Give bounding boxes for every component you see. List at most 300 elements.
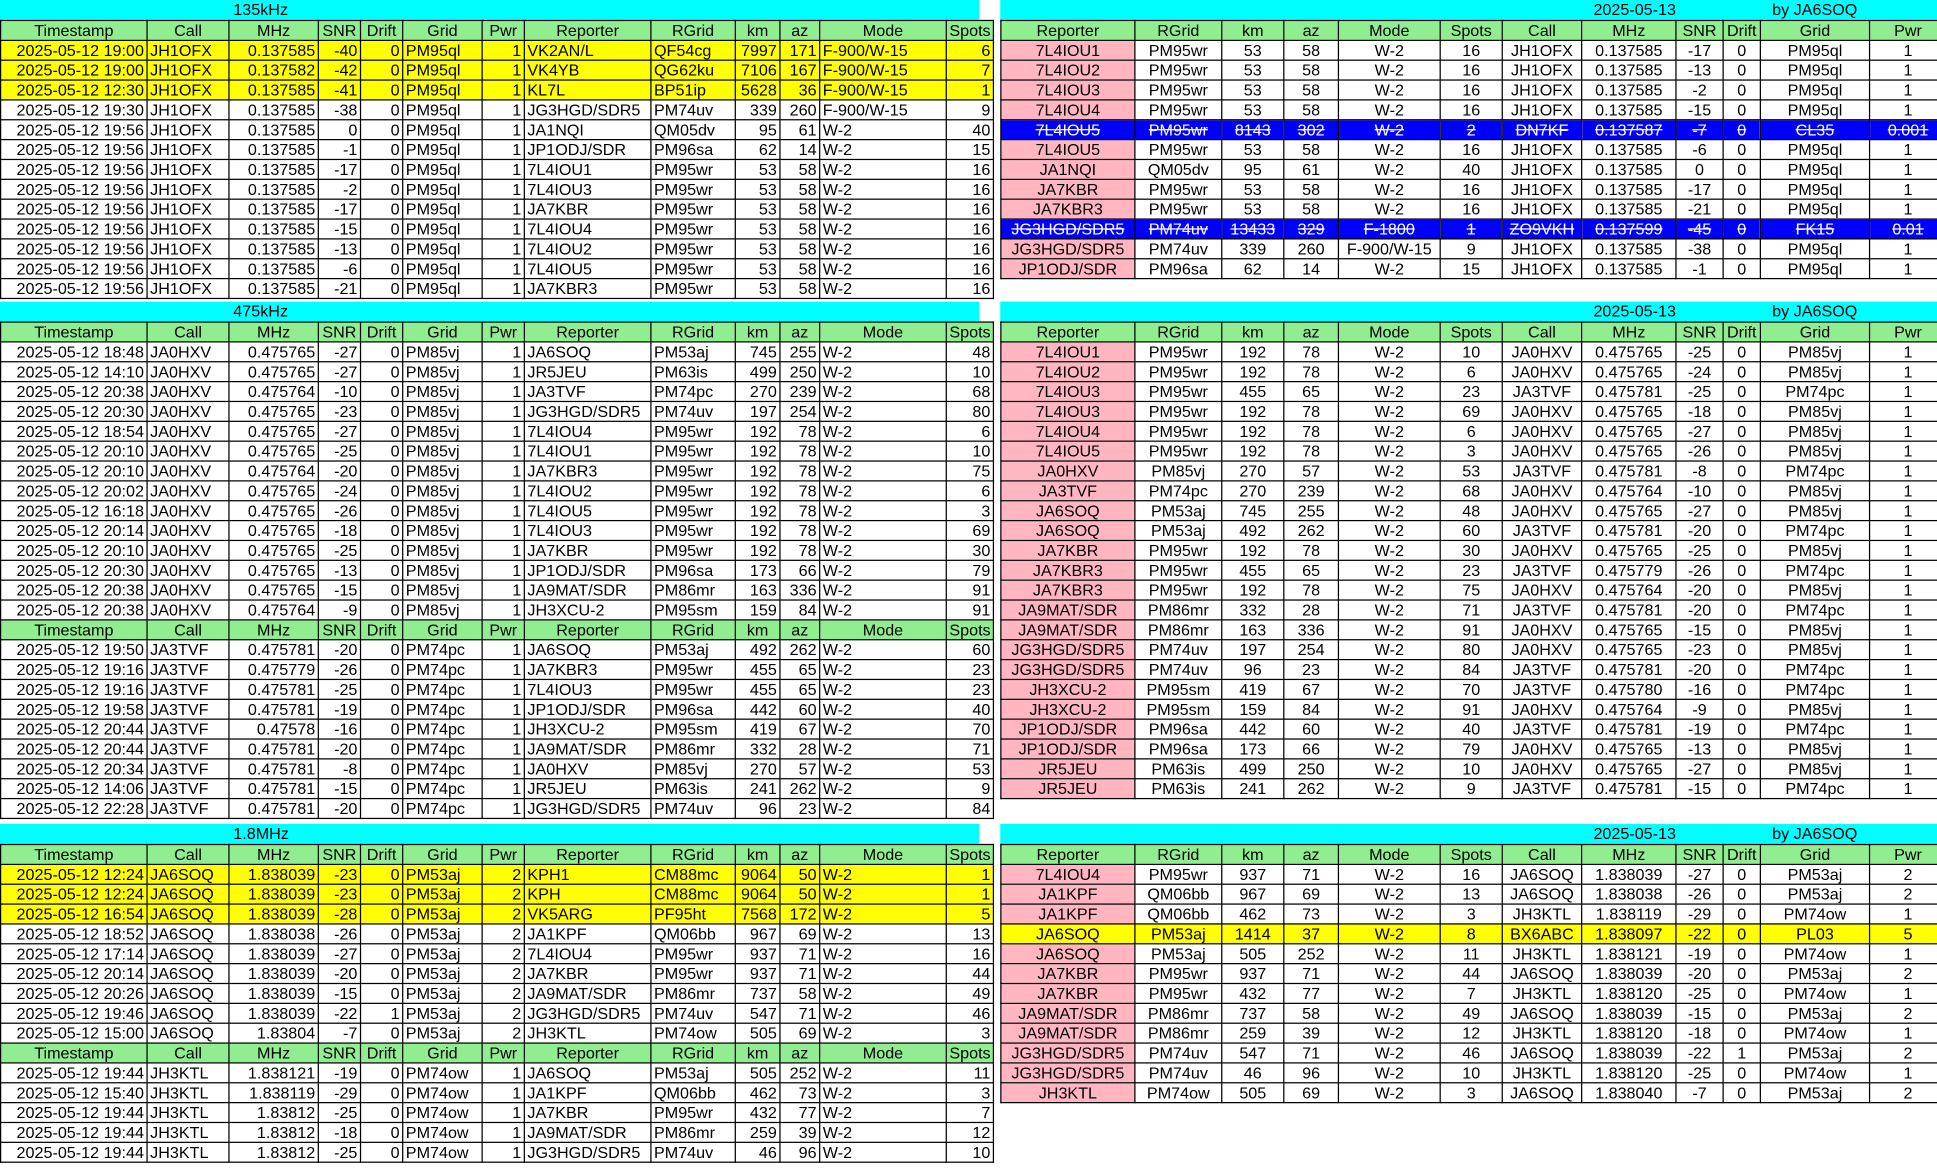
table-cell: 0.475764 [229, 381, 318, 401]
table-cell: BP51ip [651, 80, 735, 100]
table-cell: 3 [946, 1023, 993, 1043]
table-cell: 455 [1222, 381, 1284, 401]
column-header: RGrid [1135, 322, 1222, 342]
table-row [1, 239, 994, 259]
table-cell: 1 [946, 80, 993, 100]
table-cell: 255 [780, 342, 820, 362]
reporter-cell: 7L4IOU3 [1001, 401, 1135, 421]
table-cell: 0 [1723, 1023, 1760, 1043]
table-cell: JH3KTL [147, 1102, 229, 1122]
table-cell: 0 [1723, 159, 1760, 179]
table-cell: JA1KPF [524, 1083, 651, 1103]
table-cell: -15 [318, 219, 360, 239]
table-cell: PM74pc [1760, 719, 1869, 739]
table-cell: 78 [780, 540, 820, 560]
table-cell: PM74pc [403, 778, 482, 798]
table-cell: PM95ql [403, 120, 482, 140]
table-cell: 96 [735, 798, 780, 818]
table-cell: 192 [1222, 580, 1284, 600]
table-cell: 16 [946, 199, 993, 219]
table-cell: 58 [1284, 179, 1339, 199]
table-cell: JA6SOQ [147, 864, 229, 884]
table-row [1, 100, 994, 120]
table-cell: PM74pc [1760, 461, 1869, 481]
table-cell: 0.475779 [229, 659, 318, 679]
table-cell: -25 [1676, 342, 1723, 362]
table-cell: JH3KTL [147, 1083, 229, 1103]
table-cell: JA0HXV [1502, 500, 1581, 520]
table-cell: -40 [318, 40, 360, 60]
table-cell: W-2 [1338, 520, 1440, 540]
table-cell: 2 [482, 963, 524, 983]
table-cell: PM95sm [651, 600, 735, 620]
table-cell: 1 [482, 540, 524, 560]
table-cell: 1 [482, 719, 524, 739]
table-cell: -7 [318, 1023, 360, 1043]
table-row [1001, 679, 1937, 699]
table-row [1, 719, 994, 739]
table-cell: 1 [1870, 739, 1937, 759]
table-cell: 0.137585 [1582, 100, 1676, 120]
table-cell: JA3TVF [147, 759, 229, 779]
table-cell: JA0HXV [1502, 639, 1581, 659]
table-cell: W-2 [1338, 600, 1440, 620]
table-cell: 270 [735, 759, 780, 779]
table-cell: PM85vj [1760, 699, 1869, 719]
column-header: Pwr [1870, 322, 1937, 342]
table-cell: 3 [1440, 1083, 1502, 1103]
table-cell: W-2 [820, 798, 947, 818]
table-cell: JA0HXV [147, 560, 229, 580]
table-cell: 462 [735, 1083, 780, 1103]
table-row [1, 963, 994, 983]
table-cell: 0 [361, 441, 403, 461]
table-cell: 69 [780, 924, 820, 944]
table-cell: PM53aj [403, 963, 482, 983]
table-cell: 0 [361, 963, 403, 983]
reporter-cell: JG3HGD/SDR5 [1001, 1043, 1135, 1063]
table-cell: 6 [946, 40, 993, 60]
table-cell: 1 [482, 219, 524, 239]
table-cell: PM85vj [1760, 421, 1869, 441]
band-label: 135kHz [233, 0, 289, 19]
table-cell: 0 [1723, 381, 1760, 401]
table-cell: 7L4IOU3 [524, 679, 651, 699]
table-cell: W-2 [1338, 580, 1440, 600]
table-row [1001, 1003, 1937, 1023]
table-cell: W-2 [820, 580, 947, 600]
table-cell: 1.838040 [1582, 1083, 1676, 1103]
report-author: by JA6SOQ [1772, 823, 1858, 843]
table-cell: 0 [361, 540, 403, 560]
table-header-row [1, 1043, 994, 1063]
table-cell: 0.475765 [229, 342, 318, 362]
table-cell: QM06bb [1135, 904, 1222, 924]
table-cell: PM53aj [1760, 864, 1869, 884]
table-cell: -20 [318, 639, 360, 659]
table-cell: 84 [1440, 659, 1502, 679]
table-cell: JA6SOQ [147, 1003, 229, 1023]
table-cell: JH1OFX [1502, 259, 1581, 279]
table-cell: JA3TVF [1502, 719, 1581, 739]
table-cell: 58 [1284, 40, 1339, 60]
table-cell: 14 [780, 140, 820, 160]
table-cell: 48 [946, 342, 993, 362]
table-cell: -25 [1676, 540, 1723, 560]
table-cell: 53 [1222, 60, 1284, 80]
reporter-cell: JA1KPF [1001, 904, 1135, 924]
table-cell: JA0HXV [1502, 421, 1581, 441]
table-cell: -42 [318, 60, 360, 80]
table-cell: 2025-05-12 15:00 [1, 1023, 147, 1043]
table-cell: 12 [1440, 1023, 1502, 1043]
table-cell: 0 [1723, 944, 1760, 964]
table-cell: 1 [1870, 381, 1937, 401]
table-cell: -9 [318, 600, 360, 620]
table-cell: 84 [946, 798, 993, 818]
table-row [1001, 159, 1937, 179]
table-cell: PM53aj [1760, 963, 1869, 983]
table-cell: PM53aj [1760, 884, 1869, 904]
table-cell: -27 [1676, 500, 1723, 520]
table-cell: 262 [780, 778, 820, 798]
table-cell: JH1OFX [147, 179, 229, 199]
report-author: by JA6SOQ [1772, 0, 1858, 19]
table-cell: 16 [1440, 199, 1502, 219]
table-cell: JH1OFX [147, 159, 229, 179]
table-cell: 0 [1723, 421, 1760, 441]
table-cell: 7L4IOU4 [524, 219, 651, 239]
table-header-row [1, 620, 994, 640]
table-row [1001, 924, 1937, 944]
table-cell: 1 [1870, 520, 1937, 540]
table-cell: PM74ow [403, 1102, 482, 1122]
band-strip-right [1000, 0, 1937, 20]
table-cell: 1 [1870, 60, 1937, 80]
table-cell: 492 [735, 639, 780, 659]
table-cell: 1 [482, 40, 524, 60]
table-cell: JA0HXV [1502, 580, 1581, 600]
table-cell: 7997 [735, 40, 780, 60]
table-cell: 39 [1284, 1023, 1339, 1043]
table-cell: 0.137585 [229, 140, 318, 160]
table-cell: 192 [735, 500, 780, 520]
table-cell: PM95wr [651, 679, 735, 699]
table-row [1, 1063, 994, 1083]
table-cell: 40 [946, 120, 993, 140]
table-cell: JA0HXV [147, 580, 229, 600]
table-cell: 16 [1440, 864, 1502, 884]
column-header: SNR [318, 322, 360, 342]
table-cell: W-2 [820, 259, 947, 279]
column-header: Timestamp [1, 620, 147, 640]
table-cell: JA3TVF [1502, 659, 1581, 679]
table-cell: PM63is [651, 361, 735, 381]
reporter-cell: 7L4IOU3 [1001, 381, 1135, 401]
table-cell: 0 [361, 342, 403, 362]
table-cell: PM95ql [1760, 259, 1869, 279]
table-row [1, 659, 994, 679]
table-cell: 192 [1222, 401, 1284, 421]
table-cell: PM74uv [1135, 219, 1222, 239]
table-cell: QM05dv [1135, 159, 1222, 179]
table-cell: 48 [1440, 500, 1502, 520]
table-cell: -15 [1676, 100, 1723, 120]
table-cell: 1 [1870, 259, 1937, 279]
table-cell: 2025-05-12 19:44 [1, 1102, 147, 1122]
table-cell: PM95wr [1135, 864, 1222, 884]
table-cell: JA6SOQ [147, 983, 229, 1003]
table-cell: JH1OFX [147, 40, 229, 60]
table-cell: 192 [735, 481, 780, 501]
table-cell: 0.475764 [1582, 580, 1676, 600]
table-cell: PM74uv [1135, 1063, 1222, 1083]
table-row [1001, 361, 1937, 381]
table-cell: 0 [1723, 1063, 1760, 1083]
table-row [1, 679, 994, 699]
table-cell: 192 [1222, 540, 1284, 560]
table-cell: 16 [946, 944, 993, 964]
table-row [1, 904, 994, 924]
table-cell: 13 [1440, 884, 1502, 904]
table-cell: 0.475779 [1582, 560, 1676, 580]
column-header: MHz [229, 20, 318, 40]
table-cell: 0 [361, 1122, 403, 1142]
table-cell: 0.475781 [229, 759, 318, 779]
table-cell: 1 [482, 580, 524, 600]
table-cell: PM74pc [1135, 481, 1222, 501]
table-cell: JH3KTL [524, 1023, 651, 1043]
table-cell: -2 [318, 179, 360, 199]
table-cell: JA0HXV [147, 540, 229, 560]
table-cell: 1 [1870, 540, 1937, 560]
table-cell: 0 [1723, 80, 1760, 100]
table-cell: 0 [1723, 924, 1760, 944]
table-cell: 8 [1440, 924, 1502, 944]
table-cell: -38 [318, 100, 360, 120]
table-cell: 259 [1222, 1023, 1284, 1043]
table-row [1001, 1023, 1937, 1043]
table-cell: 455 [735, 659, 780, 679]
table-cell: W-2 [1338, 441, 1440, 461]
table-cell: 1 [482, 140, 524, 160]
table-cell: 7L4IOU2 [524, 239, 651, 259]
table-cell: 1 [482, 1083, 524, 1103]
table-cell: PM53aj [403, 1003, 482, 1023]
table-cell: 0.137585 [229, 40, 318, 60]
table-cell: W-2 [1338, 924, 1440, 944]
table-cell: 60 [1440, 520, 1502, 540]
column-header: RGrid [651, 322, 735, 342]
table-cell: 7106 [735, 60, 780, 80]
table-cell: PM95ql [403, 239, 482, 259]
table-cell: JA7KBR [524, 199, 651, 219]
table-cell: 0 [1723, 259, 1760, 279]
table-cell: -26 [1676, 441, 1723, 461]
table-cell: PM86mr [651, 739, 735, 759]
table-cell: -13 [318, 239, 360, 259]
column-header: Timestamp [1, 20, 147, 40]
table-cell: 16 [946, 179, 993, 199]
table-cell: 252 [780, 1063, 820, 1083]
table-cell: -45 [1676, 219, 1723, 239]
table-cell: 16 [1440, 40, 1502, 60]
table-cell: PM53aj [403, 1023, 482, 1043]
table-cell: JA6SOQ [524, 639, 651, 659]
table-cell: VK2AN/L [524, 40, 651, 60]
column-header: Spots [946, 620, 993, 640]
reporter-cell: JA9MAT/SDR [1001, 620, 1135, 640]
table-cell: 1 [1870, 983, 1937, 1003]
column-header: Grid [403, 844, 482, 864]
table-cell: 2025-05-12 16:18 [1, 500, 147, 520]
table-cell: 1 [482, 1142, 524, 1162]
table-cell: W-2 [1338, 100, 1440, 120]
table-row [1, 759, 994, 779]
table-cell: 2 [1870, 884, 1937, 904]
table-row [1001, 963, 1937, 983]
table-cell: JA0HXV [147, 342, 229, 362]
table-row [1, 540, 994, 560]
table-cell: PM95wr [1135, 963, 1222, 983]
table-cell: 78 [1284, 342, 1339, 362]
table-cell: 23 [1440, 381, 1502, 401]
table-header-row [1001, 844, 1937, 864]
column-header: SNR [1676, 844, 1723, 864]
table-cell: PM95wr [651, 219, 735, 239]
table-cell: -15 [1676, 778, 1723, 798]
table-cell: PM85vj [1760, 759, 1869, 779]
table-cell: PM95ql [1760, 80, 1869, 100]
table-cell: JA0HXV [1502, 620, 1581, 640]
transmit-spot-table [0, 844, 994, 1163]
table-cell: 1.838039 [1582, 1003, 1676, 1023]
table-cell: W-2 [1338, 159, 1440, 179]
column-header: MHz [1582, 20, 1676, 40]
table-cell: PM95ql [403, 259, 482, 279]
table-row [1, 421, 994, 441]
table-cell: F-1800 [1338, 219, 1440, 239]
table-cell: PM74pc [1760, 560, 1869, 580]
table-cell: W-2 [820, 481, 947, 501]
table-cell: 0 [1723, 40, 1760, 60]
table-cell: 1.838121 [229, 1063, 318, 1083]
table-cell: W-2 [1338, 1023, 1440, 1043]
table-cell: -24 [1676, 361, 1723, 381]
column-header: Call [147, 844, 229, 864]
table-cell: PM95ql [403, 140, 482, 160]
reporter-cell: JA7KBR [1001, 963, 1135, 983]
table-cell: 1 [482, 639, 524, 659]
table-cell: 23 [1284, 659, 1339, 679]
table-cell: 40 [1440, 719, 1502, 739]
table-cell: W-2 [820, 1083, 947, 1103]
table-cell: 192 [1222, 421, 1284, 441]
table-cell: 1 [1870, 944, 1937, 964]
table-cell: 0 [361, 159, 403, 179]
table-row [1001, 441, 1937, 461]
table-cell: 1.838119 [229, 1083, 318, 1103]
table-cell: 1 [482, 500, 524, 520]
table-cell: 2025-05-12 19:16 [1, 659, 147, 679]
table-cell: 60 [780, 699, 820, 719]
reporter-cell: JR5JEU [1001, 778, 1135, 798]
table-row [1, 159, 994, 179]
table-cell: 16 [1440, 179, 1502, 199]
table-cell: W-2 [1338, 361, 1440, 381]
table-cell: 12 [946, 1122, 993, 1142]
table-cell: F-900/W-15 [820, 100, 947, 120]
table-cell: JH1OFX [147, 239, 229, 259]
table-cell: JA6SOQ [147, 1023, 229, 1043]
table-row [1, 219, 994, 239]
table-cell: 58 [780, 159, 820, 179]
table-cell: 16 [946, 159, 993, 179]
table-cell: 0 [361, 580, 403, 600]
table-cell: 0 [1723, 884, 1760, 904]
table-cell: 967 [1222, 884, 1284, 904]
reporter-cell: JA6SOQ [1001, 520, 1135, 540]
table-cell: 1 [482, 699, 524, 719]
table-cell: 260 [780, 100, 820, 120]
table-cell: 0.137585 [229, 100, 318, 120]
table-cell: 0 [1723, 100, 1760, 120]
table-cell: 1 [482, 1063, 524, 1083]
table-cell: W-2 [820, 963, 947, 983]
table-cell: 2 [1870, 864, 1937, 884]
table-cell: 5 [1870, 924, 1937, 944]
table-cell: 0.475765 [1582, 401, 1676, 421]
table-cell: QM06bb [651, 924, 735, 944]
table-cell: 159 [735, 600, 780, 620]
table-cell: 2025-05-12 19:56 [1, 219, 147, 239]
table-cell: 492 [1222, 520, 1284, 540]
table-cell: 505 [1222, 1083, 1284, 1103]
table-cell: -18 [318, 520, 360, 540]
table-cell: 0 [361, 381, 403, 401]
table-cell: JA0HXV [1502, 481, 1581, 501]
table-row [1, 1122, 994, 1142]
table-cell: 0 [361, 983, 403, 1003]
table-cell: -25 [1676, 983, 1723, 1003]
table-cell: W-2 [1338, 401, 1440, 421]
table-cell: 2025-05-12 20:14 [1, 520, 147, 540]
table-cell: PM95ql [1760, 159, 1869, 179]
table-cell: 1.838039 [229, 904, 318, 924]
table-cell: 0.475764 [229, 600, 318, 620]
table-row [1, 798, 994, 818]
table-cell: 0 [1723, 600, 1760, 620]
table-cell: PM95wr [651, 963, 735, 983]
table-cell: JA0HXV [1502, 699, 1581, 719]
table-cell: 1 [482, 461, 524, 481]
table-cell: 0 [361, 80, 403, 100]
table-cell: PM74pc [403, 759, 482, 779]
column-header: km [735, 1043, 780, 1063]
table-cell: 1.838039 [229, 983, 318, 1003]
table-cell: PM85vj [1760, 342, 1869, 362]
table-row [1001, 600, 1937, 620]
table-cell: 1.838039 [229, 944, 318, 964]
table-cell: W-2 [820, 944, 947, 964]
table-cell: 37 [1284, 924, 1339, 944]
table-cell: PL03 [1760, 924, 1869, 944]
table-cell: 95 [735, 120, 780, 140]
table-cell: 0 [1676, 159, 1723, 179]
table-cell: 0 [361, 40, 403, 60]
column-header: Mode [820, 620, 947, 640]
reporter-cell: JH3KTL [1001, 1083, 1135, 1103]
